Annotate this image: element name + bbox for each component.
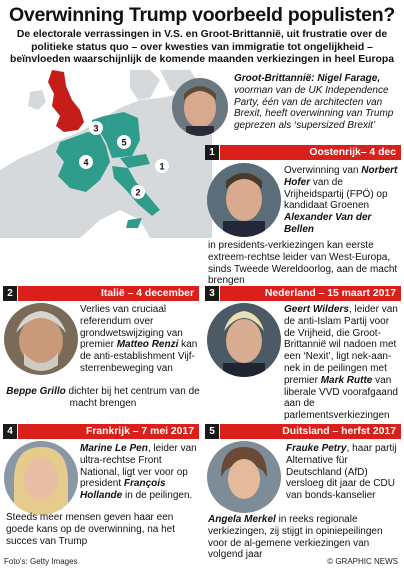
panel-1-number: 1 bbox=[205, 145, 219, 160]
panel-5-text: Frauke Petry, haar partij Alternative für Deutschland (AfD) versloeg dit jaar de CDU van bonds-kanselier bbox=[286, 443, 397, 502]
uk-heading: Groot-Brittannië: Nigel Farage, bbox=[234, 73, 381, 84]
map-marker-4-label: 4 bbox=[83, 157, 89, 168]
panel-3-header: Nederland – 15 maart 2017 bbox=[220, 286, 401, 301]
panel-4-text: Marine Le Pen, leider van ultra-rechtse Front National, ligt ver voor op president François Hollande in de peilingen. bbox=[80, 443, 197, 502]
panel-2-number: 2 bbox=[3, 286, 17, 301]
panel-5-number: 5 bbox=[205, 424, 219, 439]
uk-caption bbox=[230, 73, 402, 132]
uk-text: voorman van de UK Independence Party, één van de architecten van Brexit, heeft overwinning van Trump geprezen als ‘supersized Brexit’ bbox=[234, 84, 394, 132]
le-pen-photo bbox=[4, 441, 78, 515]
map-marker-2-label: 2 bbox=[135, 187, 141, 198]
wilders-photo bbox=[207, 303, 281, 377]
panel-3-number: 3 bbox=[205, 286, 219, 301]
map-marker-1-label: 1 bbox=[159, 161, 165, 172]
page-subtitle: De electorale verrassingen in V.S. en Groot-Brittannië, uit frustratie over de politieke status quo – over kwesties van immigratie tot ongelijkheid – beïnvloeden waarschijnlijk de komende maanden verkiezingen in heel Europa bbox=[10, 29, 394, 66]
panel-2-text: Verlies van cruciaal referendum over grondwetswijziging van premier Matteo Renzi kan de anti-establishment Vijf-sterrenbeweging van bbox=[80, 304, 198, 374]
panel-5-header: Duitsland – herfst 2017 bbox=[220, 424, 401, 439]
farage-photo bbox=[172, 78, 228, 136]
grillo-photo bbox=[4, 303, 78, 375]
footer-credit: Foto's: Getty Images bbox=[4, 557, 78, 566]
panel-1-header: Oostenrijk– 4 dec bbox=[220, 145, 401, 160]
panel-3-text: Geert Wilders, leider van de anti-Islam Partij voor de Vrijheid, die Groot-Brittannië wil nadoen met een ‘Nexit’, ligt nek-aan-nek in de peilingen met premier Mark Rutte van liberale VVD voorafgaand aan de parlementsverkiezingen bbox=[284, 304, 398, 422]
panel-2-text-cont: Beppe Grillo dichter bij het centrum van de macht brengen bbox=[6, 386, 200, 409]
page-title: Overwinning Trump voorbeeld populisten? bbox=[9, 4, 395, 26]
panel-2-header: Italië – 4 december bbox=[18, 286, 199, 301]
panel-4-header: Frankrijk – 7 mei 2017 bbox=[18, 424, 199, 439]
panel-5-text-cont: Angela Merkel in reeks regionale verkiezingen, zij stijgt in opiniepeilingen voor de al-gemene verkiezingen van volgend jaar bbox=[208, 514, 383, 561]
footer-brand: © GRAPHIC NEWS bbox=[327, 557, 398, 566]
panel-1-text-cont: in presidents-verkiezingen kan eerste extreem-rechtse leider van West-Europa, sinds Tweede Wereldoorlog, aan de macht brengen bbox=[208, 240, 398, 287]
map-marker-5-label: 5 bbox=[121, 137, 127, 148]
map-marker-3-label: 3 bbox=[93, 123, 99, 134]
petry-photo bbox=[207, 441, 281, 513]
panel-4-number: 4 bbox=[3, 424, 17, 439]
hofer-photo bbox=[207, 163, 281, 237]
panel-4-text-cont: Steeds meer mensen geven haar een goede kans op de overwinning, na het succes van Trump bbox=[6, 512, 176, 547]
panel-1-text: Overwinning van Norbert Hofer van de Vrijheidspartij (FPÖ) op kandidaat Groenen Alexander Van der Bellen bbox=[284, 165, 398, 235]
